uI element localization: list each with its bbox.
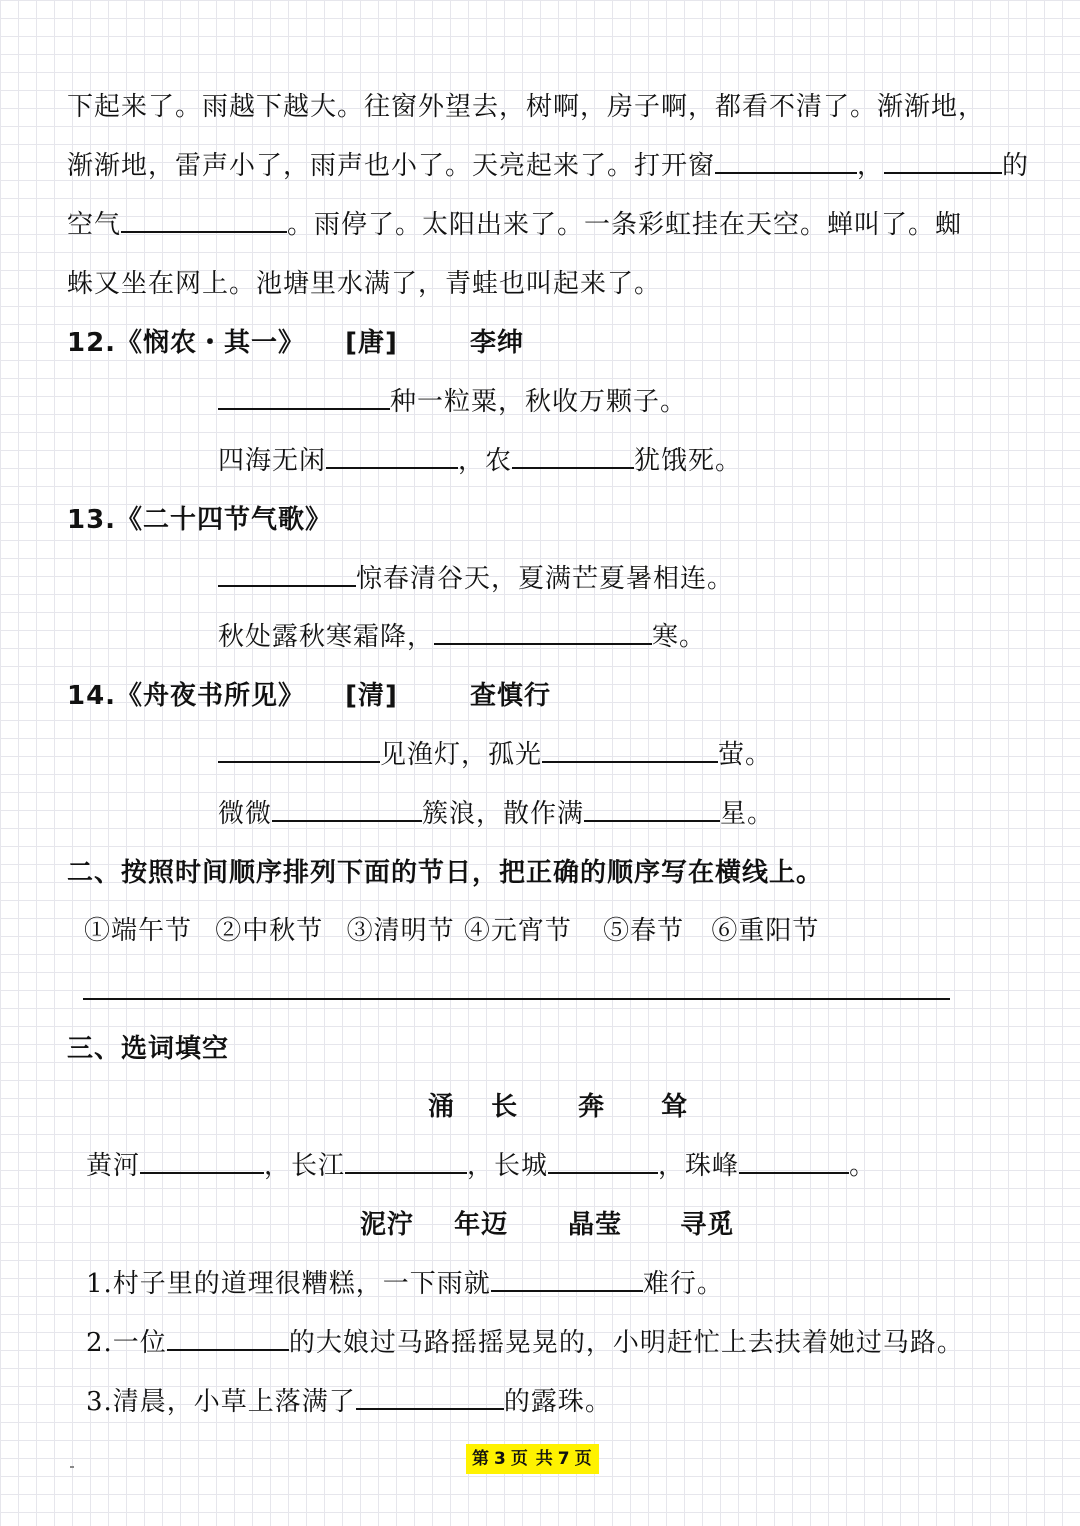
page-current: 3: [494, 1449, 507, 1469]
passage-text: ，: [857, 151, 885, 181]
answer-blank[interactable]: [218, 382, 390, 410]
word-option: 年迈: [454, 1210, 509, 1240]
section-2-heading: [67, 853, 823, 893]
answer-blank[interactable]: [326, 441, 458, 469]
ordering-answer-line[interactable]: [83, 998, 950, 1000]
answer-blank[interactable]: [884, 146, 1002, 174]
passage-text: 下起来了。雨越下越大。往窗外望去，树啊，房子啊，都看不清了。渐渐地，: [67, 92, 986, 122]
answer-blank[interactable]: [542, 735, 718, 763]
poem-text: 种一粒粟，秋收万颗子。: [390, 387, 688, 417]
page-middle: 页 共: [510, 1449, 554, 1469]
poem-text: ，农: [458, 446, 513, 476]
poem-dynasty: [清]: [345, 681, 398, 711]
answer-blank[interactable]: [272, 794, 422, 822]
word-bank-1: [428, 1087, 688, 1127]
section-heading: 三、选词填空: [67, 1034, 230, 1064]
word-option: 寻觅: [680, 1210, 735, 1240]
section-3-heading: [67, 1029, 229, 1069]
answer-blank[interactable]: [167, 1323, 289, 1351]
word-option: 奔: [578, 1092, 606, 1122]
festival-item: ②中秋节: [215, 916, 324, 946]
poem-text: 犹饿死。: [634, 446, 743, 476]
answer-blank[interactable]: [218, 559, 356, 587]
passage-line-4: [67, 264, 661, 304]
poem-text: 簇浪，散作满: [422, 799, 585, 829]
question-text: 3.清晨，小草上落满了: [86, 1387, 356, 1417]
answer-blank[interactable]: [345, 1146, 467, 1174]
fill-text: ，珠峰: [658, 1151, 740, 1181]
poem-text: 惊春清谷天，夏满芒夏暑相连。: [356, 564, 735, 594]
festival-item: ⑥重阳节: [711, 916, 820, 946]
poem-14-line-1: [218, 735, 772, 775]
poem-title: 12.《悯农・其一》: [67, 328, 306, 358]
question-text: 的露珠。: [503, 1387, 612, 1417]
page-total: 7: [557, 1449, 571, 1469]
poem-12-line-2: [218, 441, 742, 481]
answer-blank[interactable]: [548, 1146, 658, 1174]
festival-item: ③清明节: [346, 916, 455, 946]
poem-12-line-1: [218, 382, 687, 422]
poem-text: 四海无闲: [218, 446, 327, 476]
poem-title: 14.《舟夜书所见》: [67, 681, 306, 711]
word-option: 涌: [428, 1092, 456, 1122]
fill-text: ，长城: [467, 1151, 549, 1181]
page-prefix: 第: [472, 1449, 490, 1469]
passage-text: 蛛又坐在网上。池塘里水满了，青蛙也叫起来了。: [67, 269, 662, 299]
answer-blank[interactable]: [140, 1146, 264, 1174]
passage-line-1: [67, 87, 985, 127]
question-text: 的大娘过马路摇摇晃晃的，小明赶忙上去扶着她过马路。: [288, 1328, 964, 1358]
poem-text: 微微: [218, 799, 273, 829]
question-text: 1.村子里的道理很糟糕，一下雨就: [86, 1269, 491, 1299]
question-3: [86, 1382, 612, 1422]
poem-13-heading: [67, 500, 332, 540]
poem-14-line-2: [218, 794, 774, 834]
poem-13-line-2: [218, 617, 706, 657]
fill-text: ，长江: [264, 1151, 346, 1181]
poem-text: 萤。: [718, 740, 773, 770]
word-option: 耸: [661, 1092, 689, 1122]
passage-text: 空气: [67, 210, 122, 240]
answer-blank[interactable]: [512, 441, 634, 469]
poem-author: 查慎行: [469, 681, 551, 711]
passage-text: 渐渐地，雷声小了，雨声也小了。天亮起来了。打开窗: [67, 151, 716, 181]
word-bank-2: [360, 1205, 734, 1245]
answer-blank[interactable]: [715, 146, 857, 174]
poem-13-line-1: [218, 559, 734, 599]
word-option: 长: [491, 1092, 519, 1122]
passage-text: 的: [1002, 151, 1030, 181]
festival-item: ①端午节: [84, 916, 193, 946]
poem-title: 13.《二十四节气歌》: [67, 505, 333, 535]
section-heading: 二、按照时间顺序排列下面的节日，把正确的顺序写在横线上。: [67, 858, 824, 888]
poem-dynasty: [唐]: [345, 328, 398, 358]
question-text: 难行。: [642, 1269, 724, 1299]
word-option: 泥泞: [360, 1210, 415, 1240]
fill-text: 黄河: [86, 1151, 141, 1181]
question-1: [86, 1264, 724, 1304]
answer-blank[interactable]: [434, 617, 652, 645]
page-suffix: 页: [574, 1449, 593, 1469]
poem-author: 李绅: [469, 328, 524, 358]
answer-blank[interactable]: [356, 1382, 504, 1410]
poem-text: 见渔灯，孤光: [380, 740, 543, 770]
festival-list: [84, 911, 819, 951]
poem-text: 寒。: [652, 622, 707, 652]
question-text: 2.一位: [86, 1328, 167, 1358]
passage-line-2: [67, 146, 1029, 186]
poem-text: 秋处露秋寒霜降，: [218, 622, 435, 652]
question-2: [86, 1323, 964, 1363]
answer-blank[interactable]: [121, 205, 287, 233]
festival-item: ⑤春节: [603, 916, 685, 946]
fill-text: 。: [849, 1151, 877, 1181]
answer-blank[interactable]: [218, 735, 380, 763]
festival-item: ④元宵节: [463, 916, 572, 946]
stray-mark: [70, 1466, 74, 1468]
answer-blank[interactable]: [491, 1264, 643, 1292]
answer-blank[interactable]: [584, 794, 720, 822]
page-number: [466, 1444, 599, 1474]
poem-text: 星。: [720, 799, 775, 829]
passage-text: 。雨停了。太阳出来了。一条彩虹挂在天空。蝉叫了。蜘: [287, 210, 963, 240]
poem-12-heading: [67, 323, 524, 363]
answer-blank[interactable]: [739, 1146, 849, 1174]
poem-14-heading: [67, 676, 551, 716]
word-option: 晶莹: [568, 1210, 623, 1240]
fill-row-1: [86, 1146, 876, 1186]
passage-line-3: [67, 205, 962, 245]
